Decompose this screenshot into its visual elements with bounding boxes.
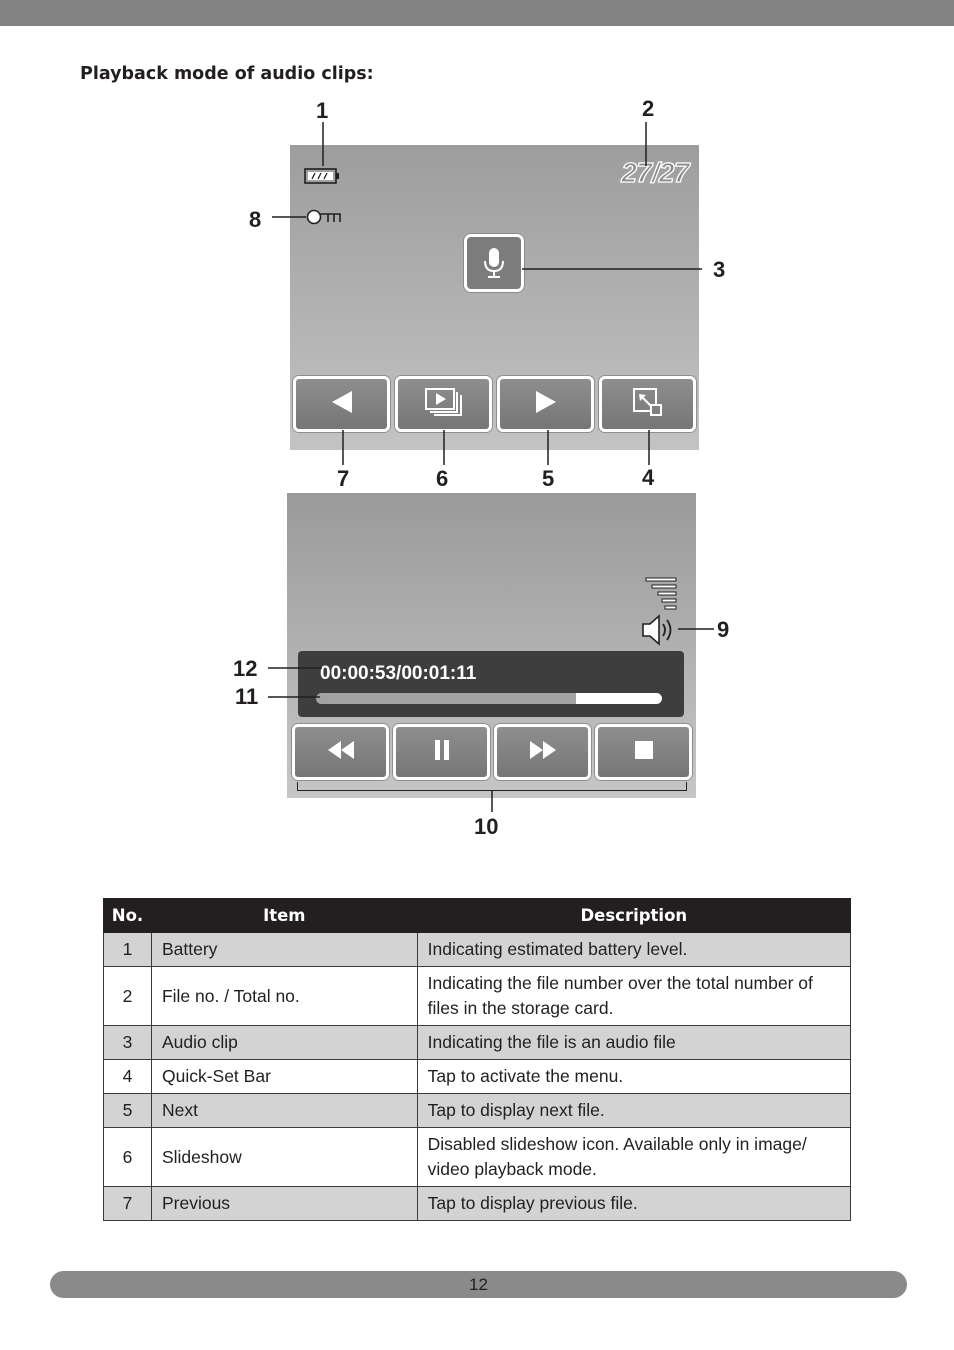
stop-button[interactable] bbox=[595, 724, 692, 780]
row-item: Previous bbox=[151, 1187, 417, 1221]
row-no: 4 bbox=[104, 1060, 152, 1094]
slideshow-icon bbox=[424, 387, 464, 422]
playback-progress-fill bbox=[576, 693, 663, 704]
table-row bbox=[104, 967, 851, 1026]
fast-forward-icon bbox=[528, 739, 558, 766]
row-description: Indicating estimated battery level. bbox=[417, 933, 850, 967]
row-no: 1 bbox=[104, 933, 152, 967]
row-description: Tap to activate the menu. bbox=[417, 1060, 850, 1094]
battery-icon bbox=[304, 167, 340, 190]
pause-icon bbox=[433, 739, 451, 766]
volume-level-icon[interactable] bbox=[645, 577, 677, 618]
row-item: Battery bbox=[151, 933, 417, 967]
page-number: 12 bbox=[469, 1275, 488, 1294]
quick-set-button[interactable] bbox=[599, 376, 696, 432]
row-description: Indicating the file number over the total number of files in the storage card. bbox=[417, 967, 850, 1026]
rewind-button[interactable] bbox=[292, 724, 389, 780]
footer-bar bbox=[50, 1271, 907, 1298]
microphone-icon bbox=[482, 246, 506, 285]
table-header-row bbox=[104, 899, 851, 933]
controls-bracket bbox=[297, 782, 687, 791]
playback-screen bbox=[290, 145, 699, 450]
callout-3: 3 bbox=[713, 257, 726, 282]
playback-controls-screen bbox=[287, 493, 696, 798]
row-description: Indicating the file is an audio file bbox=[417, 1026, 850, 1060]
time-display: 00:00:53/00:01:11 bbox=[320, 663, 477, 684]
header-description: Description bbox=[417, 899, 850, 933]
audio-clip-indicator bbox=[464, 234, 524, 292]
speaker-icon[interactable] bbox=[641, 614, 679, 651]
callout-9: 9 bbox=[717, 617, 730, 642]
pause-button[interactable] bbox=[393, 724, 490, 780]
callout-4: 4 bbox=[642, 465, 655, 490]
item-description-table bbox=[103, 898, 851, 1221]
callout-2: 2 bbox=[642, 96, 655, 121]
table-row bbox=[104, 1128, 851, 1187]
time-panel bbox=[298, 651, 684, 717]
key-icon bbox=[306, 206, 342, 233]
callout-6: 6 bbox=[436, 466, 449, 491]
previous-button[interactable] bbox=[293, 376, 390, 432]
row-description: Tap to display previous file. bbox=[417, 1187, 850, 1221]
row-no: 3 bbox=[104, 1026, 152, 1060]
callout-1: 1 bbox=[316, 98, 329, 123]
callout-5: 5 bbox=[542, 466, 555, 491]
rewind-icon bbox=[326, 739, 356, 766]
row-no: 2 bbox=[104, 967, 152, 1026]
top-bar bbox=[0, 0, 954, 26]
table-row bbox=[104, 1026, 851, 1060]
row-description: Disabled slideshow icon. Available only in image/ video playback mode. bbox=[417, 1128, 850, 1187]
callout-10: 10 bbox=[474, 814, 499, 839]
section-title: Playback mode of audio clips: bbox=[80, 64, 374, 84]
playback-progress-bar[interactable] bbox=[316, 693, 662, 704]
row-item: File no. / Total no. bbox=[151, 967, 417, 1026]
header-item: Item bbox=[151, 899, 417, 933]
row-item: Audio clip bbox=[151, 1026, 417, 1060]
row-no: 5 bbox=[104, 1094, 152, 1128]
callout-12: 12 bbox=[233, 656, 258, 681]
row-item: Slideshow bbox=[151, 1128, 417, 1187]
callout-11: 11 bbox=[235, 684, 259, 709]
table-row bbox=[104, 1187, 851, 1221]
next-icon bbox=[532, 389, 560, 420]
header-no: No. bbox=[104, 899, 152, 933]
callout-8: 8 bbox=[249, 207, 262, 232]
row-item: Next bbox=[151, 1094, 417, 1128]
callout-7: 7 bbox=[337, 466, 350, 491]
stop-icon bbox=[634, 740, 654, 765]
table-row bbox=[104, 1094, 851, 1128]
previous-icon bbox=[328, 389, 356, 420]
next-button[interactable] bbox=[497, 376, 594, 432]
row-item: Quick-Set Bar bbox=[151, 1060, 417, 1094]
quick-set-icon bbox=[631, 386, 665, 423]
table-row bbox=[104, 1060, 851, 1094]
file-counter: 27/27 bbox=[621, 157, 689, 188]
row-description: Tap to display next file. bbox=[417, 1094, 850, 1128]
fast-forward-button[interactable] bbox=[494, 724, 591, 780]
table-row bbox=[104, 933, 851, 967]
slideshow-button[interactable] bbox=[395, 376, 492, 432]
row-no: 6 bbox=[104, 1128, 152, 1187]
row-no: 7 bbox=[104, 1187, 152, 1221]
